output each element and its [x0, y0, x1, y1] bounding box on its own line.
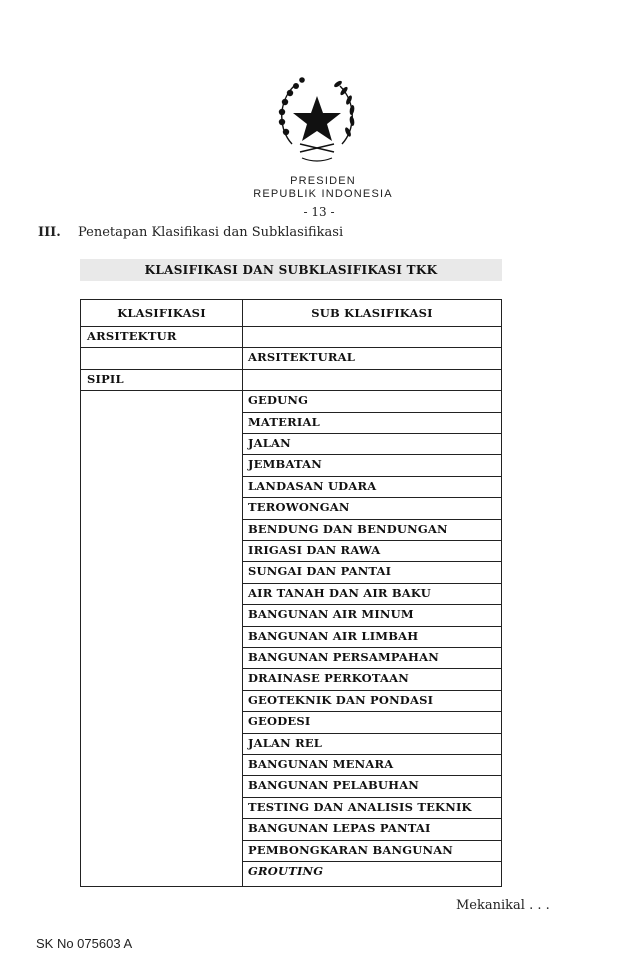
- classification-table: [80, 299, 502, 887]
- column-divider: [242, 300, 243, 886]
- sub-klasifikasi-cell: BANGUNAN PELABUHAN: [248, 778, 420, 793]
- sub-klasifikasi-cell: JEMBATAN: [248, 457, 322, 472]
- sub-klasifikasi-cell: DRAINASE PERKOTAAN: [248, 671, 409, 686]
- sub-klasifikasi-cell: JALAN: [248, 436, 291, 450]
- klasifikasi-cell: SIPIL: [87, 371, 124, 386]
- klasifikasi-cell: ARSITEKTUR: [87, 329, 177, 343]
- continuation-text: Mekanikal . . .: [456, 898, 550, 913]
- sub-klasifikasi-cell: GROUTING: [248, 864, 324, 878]
- sub-klasifikasi-cell: IRIGASI DAN RAWA: [248, 543, 381, 557]
- garuda-star-emblem: [272, 74, 362, 166]
- page-number: - 13 -: [303, 205, 335, 219]
- header-klasifikasi: KLASIFIKASI: [117, 306, 206, 320]
- sub-klasifikasi-cell: BANGUNAN LEPAS PANTAI: [248, 821, 431, 836]
- sub-klasifikasi-cell: BANGUNAN AIR LIMBAH: [248, 628, 419, 643]
- table-title: KLASIFIKASI DAN SUBKLASIFIKASI TKK: [80, 259, 502, 281]
- sub-klasifikasi-cell: BANGUNAN AIR MINUM: [248, 607, 414, 622]
- sub-klasifikasi-cell: TESTING DAN ANALISIS TEKNIK: [248, 799, 472, 814]
- sub-klasifikasi-cell: BENDUNG DAN BENDUNGAN: [248, 521, 448, 536]
- document-code: SK No 075603 A: [36, 936, 133, 951]
- sub-klasifikasi-cell: SUNGAI DAN PANTAI: [248, 564, 392, 579]
- sub-klasifikasi-cell: JALAN REL: [248, 735, 323, 750]
- sub-klasifikasi-cell: BANGUNAN PERSAMPAHAN: [248, 650, 439, 664]
- sub-klasifikasi-cell: GEOTEKNIK DAN PONDASI: [248, 692, 434, 707]
- section-heading: [38, 225, 343, 240]
- header-sub-klasifikasi: SUB KLASIFIKASI: [311, 306, 433, 320]
- sub-klasifikasi-cell: ARSITEKTURAL: [248, 350, 356, 365]
- sub-klasifikasi-cell: GEODESI: [248, 714, 311, 729]
- sub-klasifikasi-cell: PEMBONGKARAN BANGUNAN: [248, 842, 454, 857]
- sub-klasifikasi-cell: GEDUNG: [248, 393, 309, 408]
- section-title: Penetapan Klasifikasi dan Subklasifikasi: [78, 225, 344, 240]
- sub-klasifikasi-cell: MATERIAL: [248, 414, 320, 429]
- sub-klasifikasi-cell: LANDASAN UDARA: [248, 478, 377, 493]
- sub-klasifikasi-cell: AIR TANAH DAN AIR BAKU: [248, 585, 431, 600]
- section-number: III.: [38, 225, 61, 240]
- row-divider: [81, 369, 501, 370]
- header-republik-indonesia: REPUBLIK INDONESIA: [253, 188, 393, 200]
- sub-klasifikasi-cell: BANGUNAN MENARA: [248, 757, 394, 771]
- header-presiden: PRESIDEN: [290, 175, 356, 187]
- sub-klasifikasi-cell: TEROWONGAN: [248, 500, 350, 515]
